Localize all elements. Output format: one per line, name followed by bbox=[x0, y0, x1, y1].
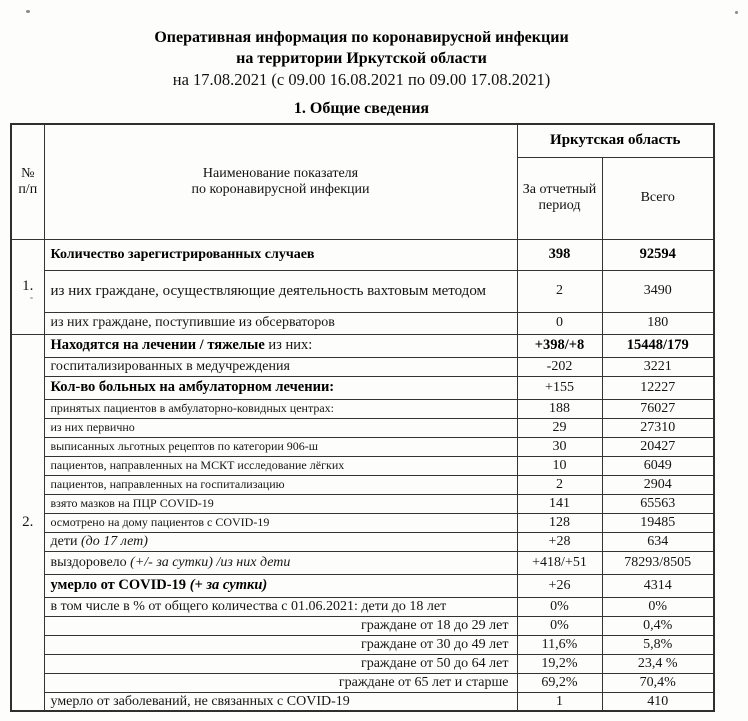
row-home-visits bbox=[11, 513, 714, 532]
total-value-cell: 410 bbox=[602, 692, 714, 711]
section-number-1: 1. bbox=[11, 239, 44, 334]
total-value-cell: 20427 bbox=[602, 437, 714, 456]
total-value-cell: 92594 bbox=[602, 239, 714, 270]
total-value-cell: 180 bbox=[602, 312, 714, 334]
general-info-table bbox=[10, 123, 715, 712]
row-prescriptions-906 bbox=[11, 437, 714, 456]
total-value-cell: 19485 bbox=[602, 513, 714, 532]
period-value-cell: 188 bbox=[517, 399, 602, 418]
header-region-cell: Иркутская область bbox=[517, 124, 714, 157]
row-hospitalization-referrals bbox=[11, 475, 714, 494]
period-value-cell: 398 bbox=[517, 239, 602, 270]
indicator-name-cell: взято мазков на ПЦР COVID-19 bbox=[44, 494, 517, 513]
row-on-treatment bbox=[11, 334, 714, 357]
period-value-cell: 10 bbox=[517, 456, 602, 475]
document-title bbox=[0, 0, 723, 91]
indicator-name-cell: умерло от заболеваний, не связанных с COVID-19 bbox=[44, 692, 517, 711]
indicator-name-cell: граждане от 18 до 29 лет bbox=[44, 616, 517, 635]
total-value-cell: 2904 bbox=[602, 475, 714, 494]
row-pct-30-49 bbox=[11, 635, 714, 654]
period-value-cell: 11,6% bbox=[517, 635, 602, 654]
indicator-name-cell: госпитализированных в медучреждения bbox=[44, 357, 517, 376]
period-value-cell: -202 bbox=[517, 357, 602, 376]
indicator-name-cell: пациентов, направленных на МСКТ исследование лёгких bbox=[44, 456, 517, 475]
indicator-name-cell: из них граждане, осуществляющие деятельность вахтовым методом bbox=[44, 270, 517, 312]
indicator-name-cell: пациентов, направленных на госпитализацию bbox=[44, 475, 517, 494]
total-value-cell: 70,4% bbox=[602, 673, 714, 692]
header-indicator-line2: по коронавирусной инфекции bbox=[191, 181, 370, 197]
section-number-2: 2. bbox=[11, 334, 44, 711]
total-value-cell: 12227 bbox=[602, 376, 714, 399]
row-pcr-swabs bbox=[11, 494, 714, 513]
period-value-cell: 1 bbox=[517, 692, 602, 711]
title-line-2: на территории Иркутской области bbox=[236, 50, 487, 67]
total-value-cell: 15448/179 bbox=[602, 334, 714, 357]
period-value-cell: +155 bbox=[517, 376, 602, 399]
period-value-cell: 69,2% bbox=[517, 673, 602, 692]
indicator-name-cell: умерло от COVID-19 (+ за сутки) bbox=[44, 574, 517, 597]
total-value-cell: 78293/8505 bbox=[602, 551, 714, 574]
period-value-cell: 141 bbox=[517, 494, 602, 513]
row-pct-children-under-18 bbox=[11, 597, 714, 616]
indicator-name-cell: Количество зарегистрированных случаев bbox=[44, 239, 517, 270]
period-value-cell: 2 bbox=[517, 475, 602, 494]
period-value-cell: +28 bbox=[517, 532, 602, 551]
row-died-non-covid bbox=[11, 692, 714, 711]
row-shift-workers bbox=[11, 270, 714, 312]
header-period-cell: За отчетный период bbox=[517, 157, 602, 239]
title-date-range: на 17.08.2021 (с 09.00 16.08.2021 по 09.00 17.08.2021) bbox=[172, 70, 551, 89]
period-value-cell: 29 bbox=[517, 418, 602, 437]
period-value-cell: 0% bbox=[517, 597, 602, 616]
period-value-cell: +398/+8 bbox=[517, 334, 602, 357]
period-value-cell: 19,2% bbox=[517, 654, 602, 673]
indicator-name-cell: дети (до 17 лет) bbox=[44, 532, 517, 551]
header-indicator-cell bbox=[44, 124, 517, 239]
scan-artifact bbox=[30, 297, 33, 299]
period-value-cell: 30 bbox=[517, 437, 602, 456]
total-value-cell: 0,4% bbox=[602, 616, 714, 635]
indicator-name-cell: из них первично bbox=[44, 418, 517, 437]
row-registered-cases bbox=[11, 239, 714, 270]
period-value-cell: 0% bbox=[517, 616, 602, 635]
header-num-cell bbox=[11, 124, 44, 239]
indicator-name-cell: из них граждане, поступившие из обсерваторов bbox=[44, 312, 517, 334]
indicator-name-cell: Кол-во больных на амбулаторном лечении: bbox=[44, 376, 517, 399]
indicator-name-cell: принятых пациентов в амбулаторно-ковидных центрах: bbox=[44, 399, 517, 418]
indicator-name-cell: граждане от 50 до 64 лет bbox=[44, 654, 517, 673]
indicator-name-cell: граждане от 65 лет и старше bbox=[44, 673, 517, 692]
indicator-name-cell: Находятся на лечении / тяжелые из них: bbox=[44, 334, 517, 357]
indicator-name-cell: осмотрено на дому пациентов с COVID-19 bbox=[44, 513, 517, 532]
row-children-under-17 bbox=[11, 532, 714, 551]
row-pct-65-plus bbox=[11, 673, 714, 692]
row-from-observators bbox=[11, 312, 714, 334]
header-total-cell: Всего bbox=[602, 157, 714, 239]
period-value-cell: 2 bbox=[517, 270, 602, 312]
row-outpatient-total bbox=[11, 376, 714, 399]
total-value-cell: 6049 bbox=[602, 456, 714, 475]
indicator-name-cell: граждане от 30 до 49 лет bbox=[44, 635, 517, 654]
row-msct-referrals bbox=[11, 456, 714, 475]
period-value-cell: 128 bbox=[517, 513, 602, 532]
indicator-name-cell: в том числе в % от общего количества с 01.06.2021: дети до 18 лет bbox=[44, 597, 517, 616]
total-value-cell: 634 bbox=[602, 532, 714, 551]
total-value-cell: 27310 bbox=[602, 418, 714, 437]
total-value-cell: 5,8% bbox=[602, 635, 714, 654]
row-pct-50-64 bbox=[11, 654, 714, 673]
row-first-time bbox=[11, 418, 714, 437]
period-value-cell: +418/+51 bbox=[517, 551, 602, 574]
section-heading: 1. Общие сведения bbox=[293, 100, 430, 117]
header-num-line2: п/п bbox=[18, 181, 38, 197]
table-header-row-1 bbox=[11, 124, 714, 157]
total-value-cell: 3221 bbox=[602, 357, 714, 376]
total-value-cell: 3490 bbox=[602, 270, 714, 312]
row-recovered bbox=[11, 551, 714, 574]
period-value-cell: +26 bbox=[517, 574, 602, 597]
scan-artifact bbox=[735, 11, 738, 14]
total-value-cell: 65563 bbox=[602, 494, 714, 513]
period-value-cell: 0 bbox=[517, 312, 602, 334]
indicator-name-cell: выздоровело (+/- за сутки) /из них дети bbox=[44, 551, 517, 574]
row-died-covid bbox=[11, 574, 714, 597]
title-line-1: Оперативная информация по коронавирусной инфекции bbox=[154, 29, 569, 46]
scan-artifact bbox=[26, 10, 30, 13]
total-value-cell: 4314 bbox=[602, 574, 714, 597]
row-hospitalized bbox=[11, 357, 714, 376]
indicator-name-cell: выписанных льготных рецептов по категории 906-ш bbox=[44, 437, 517, 456]
header-num-line1: № bbox=[21, 166, 35, 182]
row-pct-18-29 bbox=[11, 616, 714, 635]
header-indicator-line1: Наименование показателя bbox=[202, 166, 359, 182]
total-value-cell: 76027 bbox=[602, 399, 714, 418]
total-value-cell: 23,4 % bbox=[602, 654, 714, 673]
row-ambulatory-centers bbox=[11, 399, 714, 418]
total-value-cell: 0% bbox=[602, 597, 714, 616]
